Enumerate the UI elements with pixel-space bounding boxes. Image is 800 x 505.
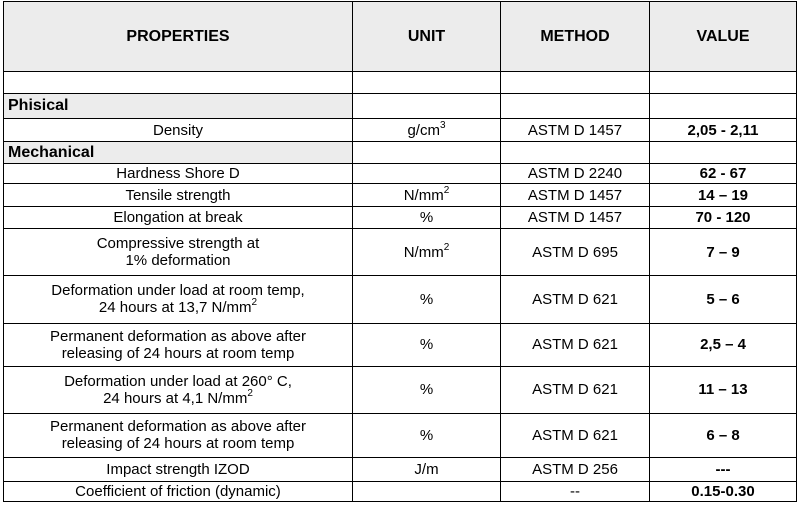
value-cell: 7 – 9 — [650, 228, 797, 275]
unit-text: % — [419, 336, 434, 353]
spacer-row — [4, 72, 797, 94]
empty-cell — [501, 141, 650, 164]
table-row — [4, 413, 797, 457]
property-cell — [4, 413, 353, 457]
property-text: Density — [152, 121, 204, 139]
header-unit: UNIT — [353, 2, 501, 72]
unit-cell — [353, 481, 501, 502]
method-cell: ASTM D 621 — [501, 323, 650, 366]
header-value: VALUE — [650, 2, 797, 72]
value-cell: 2,05 - 2,11 — [650, 119, 797, 142]
unit-text: % — [419, 209, 434, 227]
property-cell — [4, 207, 353, 229]
header-row — [4, 2, 797, 72]
properties-table — [3, 1, 797, 502]
property-cell — [4, 228, 353, 275]
method-cell: ASTM D 256 — [501, 457, 650, 481]
unit-cell — [353, 366, 501, 413]
unit-cell — [353, 207, 501, 229]
superscript: 3 — [439, 119, 446, 131]
property-text: Coefficient of friction (dynamic) — [75, 482, 281, 500]
unit-text: N/mm — [403, 186, 444, 204]
empty-cell — [650, 93, 797, 119]
value-cell: 70 - 120 — [650, 207, 797, 229]
method-cell: ASTM D 621 — [501, 276, 650, 323]
property-text: Permanent deformation as above after releasing of 24 hours at room temp — [50, 418, 306, 453]
superscript: 2 — [251, 297, 258, 309]
property-text: Elongation at break — [113, 209, 243, 227]
section-row — [4, 93, 797, 119]
table-row — [4, 207, 797, 229]
unit-text: % — [419, 290, 434, 308]
value-cell: 62 - 67 — [650, 164, 797, 183]
empty-cell — [501, 72, 650, 94]
header-method: METHOD — [501, 2, 650, 72]
unit-cell — [353, 457, 501, 481]
table-row — [4, 323, 797, 366]
property-cell — [4, 366, 353, 413]
unit-cell — [353, 228, 501, 275]
empty-cell — [650, 141, 797, 164]
unit-cell — [353, 323, 501, 366]
table-row — [4, 366, 797, 413]
value-cell: --- — [650, 457, 797, 481]
table-row — [4, 228, 797, 275]
property-text: Deformation under load at room temp, 24 hours at 13,7 N/mm — [51, 282, 305, 317]
table-row — [4, 183, 797, 207]
method-cell: ASTM D 621 — [501, 413, 650, 457]
property-cell — [4, 457, 353, 481]
value-cell: 5 – 6 — [650, 276, 797, 323]
unit-cell — [353, 183, 501, 207]
property-cell — [4, 119, 353, 142]
value-cell: 11 – 13 — [650, 366, 797, 413]
unit-text: % — [419, 426, 434, 444]
property-text: Permanent deformation as above after releasing of 24 hours at room temp — [50, 327, 306, 362]
property-cell — [4, 276, 353, 323]
unit-cell — [353, 119, 501, 142]
unit-text: N/mm — [403, 243, 444, 261]
method-cell: ASTM D 1457 — [501, 207, 650, 229]
property-text: Deformation under load at 260° C, 24 hours at 4,1 N/mm — [64, 372, 292, 407]
method-cell: ASTM D 2240 — [501, 164, 650, 183]
unit-text: g/cm — [407, 121, 440, 139]
superscript: 2 — [247, 387, 253, 399]
unit-text: % — [419, 381, 434, 399]
value-cell: 6 – 8 — [650, 413, 797, 457]
table-row — [4, 481, 797, 502]
method-cell: ASTM D 1457 — [501, 119, 650, 142]
unit-cell — [353, 276, 501, 323]
property-text: Tensile strength — [125, 186, 231, 204]
property-text: Compressive strength at 1% deformation — [96, 235, 260, 270]
empty-cell — [4, 72, 353, 94]
value-cell: 14 – 19 — [650, 183, 797, 207]
unit-cell — [353, 164, 501, 183]
empty-cell — [650, 72, 797, 94]
table-row — [4, 457, 797, 481]
superscript: 2 — [443, 241, 450, 253]
section-title: Mechanical — [4, 141, 353, 164]
value-cell: 2,5 – 4 — [650, 323, 797, 366]
header-properties: PROPERTIES — [4, 2, 353, 72]
method-cell: ASTM D 1457 — [501, 183, 650, 207]
superscript: 2 — [443, 184, 450, 196]
method-cell: ASTM D 695 — [501, 228, 650, 275]
property-text: Impact strength IZOD — [106, 460, 250, 478]
property-text: Hardness Shore D — [116, 165, 240, 183]
empty-cell — [353, 72, 501, 94]
property-cell — [4, 323, 353, 366]
table-body — [4, 72, 797, 502]
table-row — [4, 276, 797, 323]
method-cell: -- — [501, 481, 650, 502]
section-row — [4, 141, 797, 164]
method-cell: ASTM D 621 — [501, 366, 650, 413]
property-cell — [4, 183, 353, 207]
unit-cell — [353, 413, 501, 457]
empty-cell — [353, 141, 501, 164]
section-title: Phisical — [4, 93, 353, 119]
value-cell: 0.15-0.30 — [650, 481, 797, 502]
empty-cell — [353, 93, 501, 119]
empty-cell — [501, 93, 650, 119]
property-cell — [4, 164, 353, 183]
table-row — [4, 119, 797, 142]
unit-text: J/m — [414, 460, 439, 478]
table-row — [4, 164, 797, 183]
property-cell — [4, 481, 353, 502]
